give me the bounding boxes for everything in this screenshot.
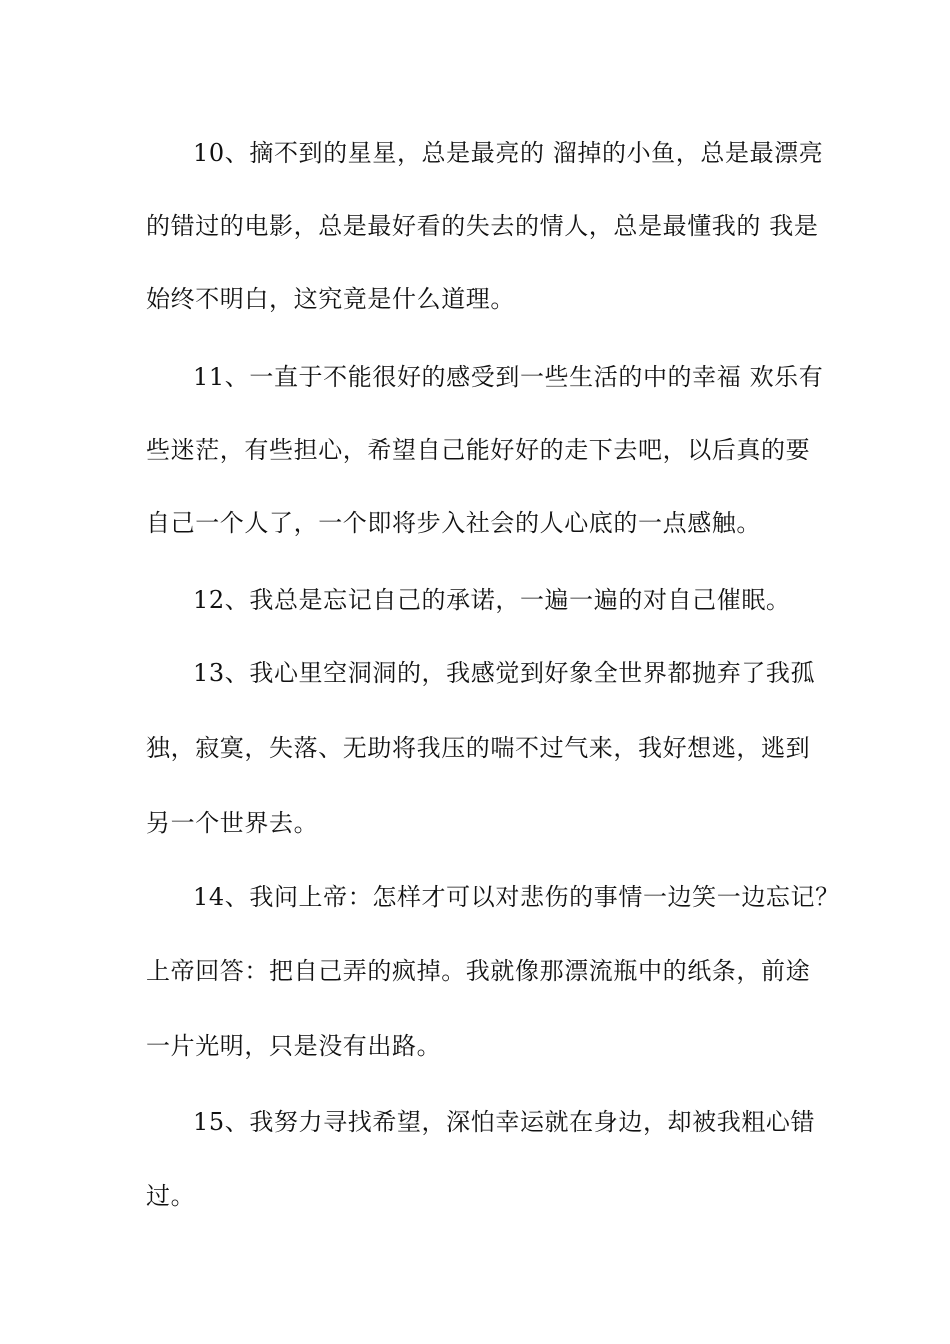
paragraph-10-line-1: 10、摘不到的星星，总是最亮的 溜掉的小鱼，总是最漂亮 (193, 139, 824, 167)
paragraph-12-line-1: 12、我总是忘记自己的承诺，一遍一遍的对自己催眠。 (193, 586, 791, 614)
paragraph-10-line-3: 始终不明白，这究竟是什么道理。 (146, 285, 515, 313)
paragraph-13-line-2: 独，寂寞，失落、无助将我压的喘不过气来，我好想逃，逃到 (146, 734, 811, 762)
paragraph-13-line-1: 13、我心里空洞洞的，我感觉到好象全世界都抛弃了我孤 (193, 659, 816, 687)
paragraph-10-line-2: 的错过的电影，总是最好看的失去的情人，总是最懂我的 我是 (146, 212, 819, 240)
paragraph-15-line-1: 15、我努力寻找希望，深怕幸运就在身边，却被我粗心错 (193, 1108, 816, 1136)
paragraph-11-line-3: 自己一个人了，一个即将步入社会的人心底的一点感触。 (146, 509, 761, 537)
paragraph-13-line-3: 另一个世界去。 (146, 809, 319, 837)
paragraph-14-line-3: 一片光明，只是没有出路。 (146, 1032, 442, 1060)
paragraph-11-line-1: 11、一直于不能很好的感受到一些生活的中的幸福 欢乐有 (193, 363, 824, 391)
paragraph-14-line-1: 14、我问上帝：怎样才可以对悲伤的事情一边笑一边忘记？ (193, 883, 840, 911)
paragraph-15-line-2: 过。 (146, 1182, 196, 1210)
paragraph-11-line-2: 些迷茫，有些担心，希望自己能好好的走下去吧，以后真的要 (146, 436, 811, 464)
paragraph-14-line-2: 上帝回答：把自己弄的疯掉。我就像那漂流瓶中的纸条，前途 (146, 957, 811, 985)
